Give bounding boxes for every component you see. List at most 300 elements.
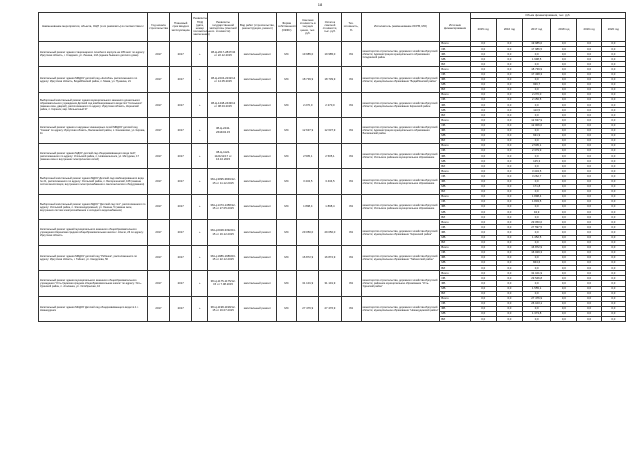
fin-value: 0,0: [470, 103, 496, 108]
fin-value: 0,0: [577, 210, 601, 215]
cost-details: 38-Ц-2442-2644/02.15: [208, 118, 238, 143]
fin-value: 0,0: [601, 62, 625, 67]
details-mark: +: [192, 296, 208, 321]
source-label: МБ: [440, 184, 470, 189]
fin-value: 0,0: [601, 169, 625, 174]
fin-value: 0,0: [496, 148, 522, 153]
fin-value: 0,0: [577, 108, 601, 113]
fin-value: 0,0: [496, 225, 522, 230]
fin-value: 0,0: [551, 77, 577, 82]
source-label: ФБ: [440, 103, 470, 108]
fin-value: 0,0: [496, 62, 522, 67]
fin-value: 1 452,5: [523, 235, 551, 240]
fin-value: 0,0: [470, 164, 496, 169]
fin-value: 0,0: [496, 296, 522, 301]
object-name: Выборочный капитальный ремонт здания МДОУ "Детский сад №1", расположенного по адресу: Усольский район, п. Железнодорожный, ул. Ленина, 5 (замена окон, внутренних систем электроснабжения и холодного водоснабжения): [39, 194, 148, 219]
object-name: Капитальный ремонт здания МБДОУ детский сад "Рябинка", расположенного по адресу: Иркутская область, г. Тайшет, ул. Свердлова, 50: [39, 245, 148, 270]
fin-value: 0,0: [470, 199, 496, 204]
fin-value: 0,0: [577, 169, 601, 174]
fin-value: 0,0: [470, 123, 496, 128]
fin-value: 0,0: [577, 87, 601, 92]
readiness: 0%: [341, 169, 361, 194]
source-label: МБ: [440, 210, 470, 215]
executor: министерство строительства, дорожного хозяйства Иркутской области; муниципальное образование Киренский район: [361, 92, 440, 117]
remaining-cost: 1 898,4: [319, 194, 341, 219]
source-label: Всего: [440, 92, 470, 97]
fin-value: 0,0: [577, 261, 601, 266]
executor: министерство строительства, дорожного хозяйства Иркутской области; Администрация муниципального образования Балаганский район: [361, 118, 440, 143]
page-number: 18: [317, 2, 323, 7]
year-start: 2017: [147, 245, 169, 270]
fin-value: 0,0: [601, 108, 625, 113]
fin-value: 0,0: [577, 266, 601, 271]
fin-value: 0,0: [551, 281, 577, 286]
fin-value: 936,7: [523, 82, 551, 87]
work-type: капитальный ремонт: [238, 67, 276, 92]
cost-details: 38-Ц-1986-1986/03-15 от 22.12.2015: [208, 245, 238, 270]
fin-value: 27 597,5: [523, 225, 551, 230]
fin-value: 0,0: [551, 179, 577, 184]
fin-value: 0,0: [577, 62, 601, 67]
col-year: 2017 год: [523, 19, 551, 42]
year-start: 2017: [147, 220, 169, 245]
year-start: 2017: [147, 271, 169, 296]
source-label: ОБ: [440, 123, 470, 128]
fin-value: 0,0: [496, 169, 522, 174]
fin-value: 2 156,5: [523, 98, 551, 103]
fin-value: 0,0: [496, 230, 522, 235]
fin-value: 0,0: [496, 138, 522, 143]
fin-value: 0,0: [496, 128, 522, 133]
fin-value: 0,0: [551, 215, 577, 220]
source-label: ФБ: [440, 306, 470, 311]
fin-value: 0,0: [470, 67, 496, 72]
fin-value: 0,0: [551, 62, 577, 67]
fin-value: 0,0: [470, 261, 496, 266]
fin-value: 0,0: [601, 57, 625, 62]
fin-value: 0,0: [523, 255, 551, 260]
fin-value: 0,0: [551, 291, 577, 296]
col-year: 2019 год: [577, 19, 601, 42]
ownership: МС: [276, 92, 296, 117]
remaining-cost: 18 739,9: [319, 67, 341, 92]
source-label: МБ: [440, 82, 470, 87]
fin-value: 0,0: [496, 306, 522, 311]
remaining-cost: 27 476,9: [319, 296, 341, 321]
fin-value: 0,0: [577, 311, 601, 316]
fin-value: 0,0: [496, 235, 522, 240]
fin-value: 0,0: [551, 42, 577, 47]
fin-value: 0,0: [577, 103, 601, 108]
fin-value: 0,0: [577, 138, 601, 143]
fin-value: 19 985,0: [523, 42, 551, 47]
fin-value: 0,0: [496, 276, 522, 281]
fin-value: 0,0: [496, 52, 522, 57]
fin-value: 0,0: [601, 281, 625, 286]
fin-value: 0,0: [523, 138, 551, 143]
fin-value: 0,0: [496, 57, 522, 62]
fin-value: 0,0: [577, 271, 601, 276]
fin-value: 0,0: [470, 189, 496, 194]
fin-value: 0,0: [601, 174, 625, 179]
fin-value: 0,0: [577, 291, 601, 296]
fin-value: 0,0: [470, 306, 496, 311]
fin-value: 29 546,8: [523, 276, 551, 281]
fin-value: 0,0: [577, 113, 601, 118]
work-type: капитальный ремонт: [238, 92, 276, 117]
fin-value: 0,0: [551, 164, 577, 169]
year-start: 2017: [147, 169, 169, 194]
estimated-cost: 1 898,4: [297, 194, 319, 219]
fin-value: 0,0: [470, 57, 496, 62]
fin-value: 0,0: [496, 82, 522, 87]
source-label: ФБ: [440, 230, 470, 235]
fin-value: 0,0: [601, 179, 625, 184]
fin-value: 0,0: [551, 154, 577, 159]
fin-value: 17 438,3: [523, 72, 551, 77]
fin-value: 0,0: [601, 52, 625, 57]
fin-value: 16 029,3: [523, 250, 551, 255]
fin-value: 0,0: [551, 82, 577, 87]
object-name: Капитальный ремонт здания и наружных инженерных сетей МБДОУ детский сад "Сказка" по адресу: Иркутская область, Балаганский район, с. Коновалово, ул. Кирова, 11: [39, 118, 148, 143]
estimated-cost: 16 872,9: [297, 245, 319, 270]
details-mark: +: [192, 92, 208, 117]
fin-value: 0,0: [551, 123, 577, 128]
source-label: МБ: [440, 311, 470, 316]
work-type: капитальный ремонт: [238, 169, 276, 194]
fin-value: 0,0: [577, 164, 601, 169]
fin-value: 0,0: [577, 225, 601, 230]
fin-value: 0,0: [551, 143, 577, 148]
fin-value: 0,0: [551, 276, 577, 281]
fin-value: 0,0: [551, 210, 577, 215]
source-label: ФБ: [440, 128, 470, 133]
fin-value: 0,0: [496, 184, 522, 189]
source-label: МБ: [440, 159, 470, 164]
fin-value: 0,0: [470, 98, 496, 103]
col-year: 2020 год: [601, 19, 625, 42]
fin-value: 0,0: [551, 286, 577, 291]
fin-value: 0,0: [523, 266, 551, 271]
source-label: МБ: [440, 261, 470, 266]
cost-details: 38-Ц-2017-2847/34 от 22.12.2015: [208, 42, 238, 67]
source-label: Всего: [440, 143, 470, 148]
source-label: ОБ: [440, 98, 470, 103]
fin-value: 0,0: [551, 118, 577, 123]
fin-value: 0,0: [577, 205, 601, 210]
fin-value: 0,0: [496, 164, 522, 169]
fin-value: 0,0: [551, 133, 577, 138]
fin-value: 0,0: [577, 154, 601, 159]
fin-value: 0,0: [470, 108, 496, 113]
fin-value: 0,0: [523, 230, 551, 235]
year-end: 2017: [170, 271, 192, 296]
fin-value: 0,0: [551, 220, 577, 225]
ownership: МС: [276, 42, 296, 67]
cost-details: 38-Ц-3095-3849/12-15 от 11.12.2015: [208, 169, 238, 194]
fin-value: 0,0: [551, 235, 577, 240]
executor: министерство строительства, дорожного хозяйства Иркутской области; муниципальное образование "Тайшетский район": [361, 245, 440, 270]
fin-value: 0,0: [470, 159, 496, 164]
fin-value: 0,0: [551, 296, 577, 301]
ownership: МС: [276, 271, 296, 296]
fin-value: 0,0: [470, 113, 496, 118]
readiness: 0%: [341, 67, 361, 92]
fin-value: 0,0: [523, 179, 551, 184]
fin-value: 0,0: [496, 199, 522, 204]
fin-value: 0,0: [523, 77, 551, 82]
fin-value: 0,0: [601, 148, 625, 153]
fin-value: 0,0: [577, 194, 601, 199]
details-mark: +: [192, 143, 208, 168]
fin-value: 0,0: [523, 128, 551, 133]
fin-value: 0,0: [551, 225, 577, 230]
fin-value: 0,0: [551, 72, 577, 77]
fin-value: 0,0: [496, 154, 522, 159]
fin-value: 0,0: [470, 205, 496, 210]
fin-value: 0,0: [577, 199, 601, 204]
ownership: МС: [276, 118, 296, 143]
executor: министерство строительства, дорожного хозяйства Иркутской области; Усольское районное муниципальное образование: [361, 194, 440, 219]
executor: министерство строительства, дорожного хозяйства Иркутской области; Усольское районное муниципальное образование: [361, 143, 440, 168]
fin-value: 0,0: [551, 199, 577, 204]
fin-value: 0,0: [496, 189, 522, 194]
fin-value: 0,0: [551, 159, 577, 164]
remaining-cost: 12 637,9: [319, 118, 341, 143]
fin-value: 0,0: [470, 42, 496, 47]
year-end: 2017: [170, 42, 192, 67]
fin-value: 0,0: [601, 220, 625, 225]
fin-value: 0,0: [577, 159, 601, 164]
col-year-end: Плановый срок ввода в эксплуатацию: [170, 13, 192, 42]
fin-value: 0,0: [496, 103, 522, 108]
fin-value: 0,0: [577, 98, 601, 103]
col-readiness: Тех. готовность, %: [341, 13, 361, 42]
fin-value: 0,0: [601, 113, 625, 118]
source-label: Всего: [440, 245, 470, 250]
fin-value: 0,0: [601, 77, 625, 82]
fin-value: 0,0: [551, 266, 577, 271]
work-type: капитальный ремонт: [238, 42, 276, 67]
fin-value: 0,0: [470, 235, 496, 240]
fin-value: 0,0: [577, 230, 601, 235]
fin-value: 0,0: [496, 123, 522, 128]
col-cost-details: Реквизиты государственной экспертизы (сметной стоимости): [208, 13, 238, 42]
fin-value: 0,0: [551, 255, 577, 260]
col-name: Наименование мероприятия, объекта, ОЦП (и их реквизиты) в соответствии с: [39, 13, 148, 42]
fin-value: 125,3: [523, 159, 551, 164]
fin-value: 0,0: [577, 47, 601, 52]
fin-value: 0,0: [551, 245, 577, 250]
object-name: Капитальный ремонт здания МДОУ детский сад общеразвивающего вида №47, расположенного по адресу: Усольский район, п. Новомальтинск, ул. Мичурина, 17 (замена окон и внутренних электрических сетей): [39, 143, 148, 168]
fin-value: 0,0: [470, 148, 496, 153]
col-year: 2016 год: [496, 19, 522, 42]
year-end: 2017: [170, 169, 192, 194]
source-label: ОБ: [440, 225, 470, 230]
readiness: 0%: [341, 245, 361, 270]
fin-value: 0,0: [496, 133, 522, 138]
fin-value: 0,0: [470, 133, 496, 138]
fin-value: 0,0: [577, 317, 601, 322]
ownership: МС: [276, 220, 296, 245]
fin-value: 0,0: [470, 230, 496, 235]
fin-value: 0,0: [551, 148, 577, 153]
ownership: МС: [276, 143, 296, 168]
estimated-cost: 12 637,9: [297, 118, 319, 143]
fin-value: 2 379,9: [523, 148, 551, 153]
year-start: 2017: [147, 42, 169, 67]
fin-value: 171,8: [523, 184, 551, 189]
fin-value: 0,0: [551, 301, 577, 306]
fin-value: 843,6: [523, 261, 551, 266]
fin-value: 0,0: [601, 266, 625, 271]
fin-value: 0,0: [470, 138, 496, 143]
fin-value: 0,0: [551, 311, 577, 316]
fin-value: 0,0: [601, 240, 625, 245]
ownership: МС: [276, 245, 296, 270]
source-label: МБ: [440, 286, 470, 291]
fin-value: 0,0: [551, 240, 577, 245]
details-mark: +: [192, 271, 208, 296]
year-end: 2017: [170, 67, 192, 92]
source-label: ОБ: [440, 301, 470, 306]
fin-value: 0,0: [470, 225, 496, 230]
year-end: 2017: [170, 194, 192, 219]
fin-value: 0,0: [601, 215, 625, 220]
fin-value: 27 476,9: [523, 296, 551, 301]
source-label: ВИ: [440, 113, 470, 118]
source-label: Всего: [440, 271, 470, 276]
fin-value: 94,9: [523, 210, 551, 215]
fin-value: 0,0: [470, 179, 496, 184]
source-label: ОБ: [440, 174, 470, 179]
cost-details: 38-Ц-1198-1198/12-15 от 16.07.2015: [208, 296, 238, 321]
source-label: ФБ: [440, 281, 470, 286]
fin-value: 0,0: [601, 159, 625, 164]
fin-value: 0,0: [601, 42, 625, 47]
fin-value: 0,0: [601, 235, 625, 240]
source-label: ФБ: [440, 255, 470, 260]
estimated-cost: 3 434,5: [297, 169, 319, 194]
fin-value: 0,0: [577, 52, 601, 57]
work-type: капитальный ремонт: [238, 245, 276, 270]
object-name: Капитальный ремонт здания МБДОУ детский сад «Колобок» расположенного по адресу: Иркутская область, Бодайбинский район, п. Мама, ул. Пушкина, 21: [39, 67, 148, 92]
executor: министерство строительства, дорожного хозяйства Иркутской области; муниципальное образование "Бодайбинский район": [361, 67, 440, 92]
source-label: МБ: [440, 108, 470, 113]
fin-value: 0,0: [523, 103, 551, 108]
fin-value: 0,0: [601, 199, 625, 204]
fin-value: 0,0: [551, 174, 577, 179]
fin-value: 1 898,4: [523, 194, 551, 199]
fin-value: 0,0: [470, 210, 496, 215]
remaining-cost: 29 050,0: [319, 220, 341, 245]
fin-value: 0,0: [601, 276, 625, 281]
fin-value: 0,0: [470, 184, 496, 189]
estimated-cost: 2 505,1: [297, 143, 319, 168]
remaining-cost: 2 505,1: [319, 143, 341, 168]
fin-value: 0,0: [551, 52, 577, 57]
fin-value: 0,0: [470, 82, 496, 87]
fin-value: 0,0: [551, 194, 577, 199]
year-start: 2017: [147, 194, 169, 219]
fin-value: 0,0: [496, 250, 522, 255]
fin-value: 0,0: [523, 164, 551, 169]
col-remaining-cost: Остаток сметной стоимости, тыс. руб.: [319, 13, 341, 42]
fin-value: 0,0: [496, 281, 522, 286]
col-source: Источник финансирования: [440, 13, 470, 42]
ownership: МС: [276, 194, 296, 219]
work-type: капитальный ремонт: [238, 296, 276, 321]
fin-value: 0,0: [523, 291, 551, 296]
source-label: ОБ: [440, 250, 470, 255]
details-mark: +: [192, 245, 208, 270]
col-estimated-cost: Сметная стоимость в текущих ценах, тыс. руб.: [297, 13, 319, 42]
fin-value: 0,0: [601, 143, 625, 148]
fin-value: 0,0: [551, 138, 577, 143]
fin-value: 0,0: [601, 306, 625, 311]
fin-value: 0,0: [470, 154, 496, 159]
estimated-cost: 19 985,0: [297, 42, 319, 67]
fin-value: 0,0: [470, 245, 496, 250]
fin-value: 0,0: [601, 184, 625, 189]
fin-value: 0,0: [601, 311, 625, 316]
fin-value: 12 637,9: [523, 118, 551, 123]
readiness: 0%: [341, 92, 361, 117]
fin-value: 0,0: [470, 255, 496, 260]
fin-value: 3 262,7: [523, 174, 551, 179]
fin-value: 0,0: [496, 286, 522, 291]
fin-value: 0,0: [601, 296, 625, 301]
fin-value: 1 373,8: [523, 311, 551, 316]
source-label: ВИ: [440, 317, 470, 322]
fin-value: 0,0: [496, 301, 522, 306]
readiness: 0%: [341, 220, 361, 245]
col-executor: Исполнитель (наименование ИОГВ, МО): [361, 13, 440, 42]
fin-value: 17 986,5: [523, 47, 551, 52]
fin-value: 0,0: [577, 92, 601, 97]
readiness: 0%: [341, 194, 361, 219]
fin-value: 0,0: [470, 250, 496, 255]
fin-value: 0,0: [523, 154, 551, 159]
fin-value: 0,0: [551, 261, 577, 266]
fin-value: 0,0: [496, 98, 522, 103]
fin-value: 0,0: [496, 266, 522, 271]
fin-value: 0,0: [577, 72, 601, 77]
fin-value: 0,0: [496, 47, 522, 52]
source-label: ОБ: [440, 276, 470, 281]
source-label: ОБ: [440, 199, 470, 204]
source-label: ФБ: [440, 52, 470, 57]
source-label: ФБ: [440, 205, 470, 210]
fin-value: 2 505,1: [523, 143, 551, 148]
details-mark: +: [192, 169, 208, 194]
fin-value: 0,0: [601, 154, 625, 159]
fin-value: 0,0: [523, 306, 551, 311]
executor: министерство строительства, дорожного хозяйства Иркутской области; районное муниципальное образование "Усть-Удинский район": [361, 271, 440, 296]
fin-value: 0,0: [577, 281, 601, 286]
fin-value: 0,0: [601, 138, 625, 143]
fin-value: 0,0: [523, 87, 551, 92]
fin-value: 0,0: [496, 291, 522, 296]
fin-value: 0,0: [551, 67, 577, 72]
fin-value: 2 270,0: [523, 92, 551, 97]
source-label: МБ: [440, 235, 470, 240]
cost-details: 38-Ц-0028-3392/04-15 от 16.12.2015: [208, 220, 238, 245]
fin-value: 0,0: [601, 271, 625, 276]
fin-value: 0,0: [577, 240, 601, 245]
col-ownership: Форма собственности (ОКФС): [276, 13, 296, 42]
year-end: 2017: [170, 118, 192, 143]
